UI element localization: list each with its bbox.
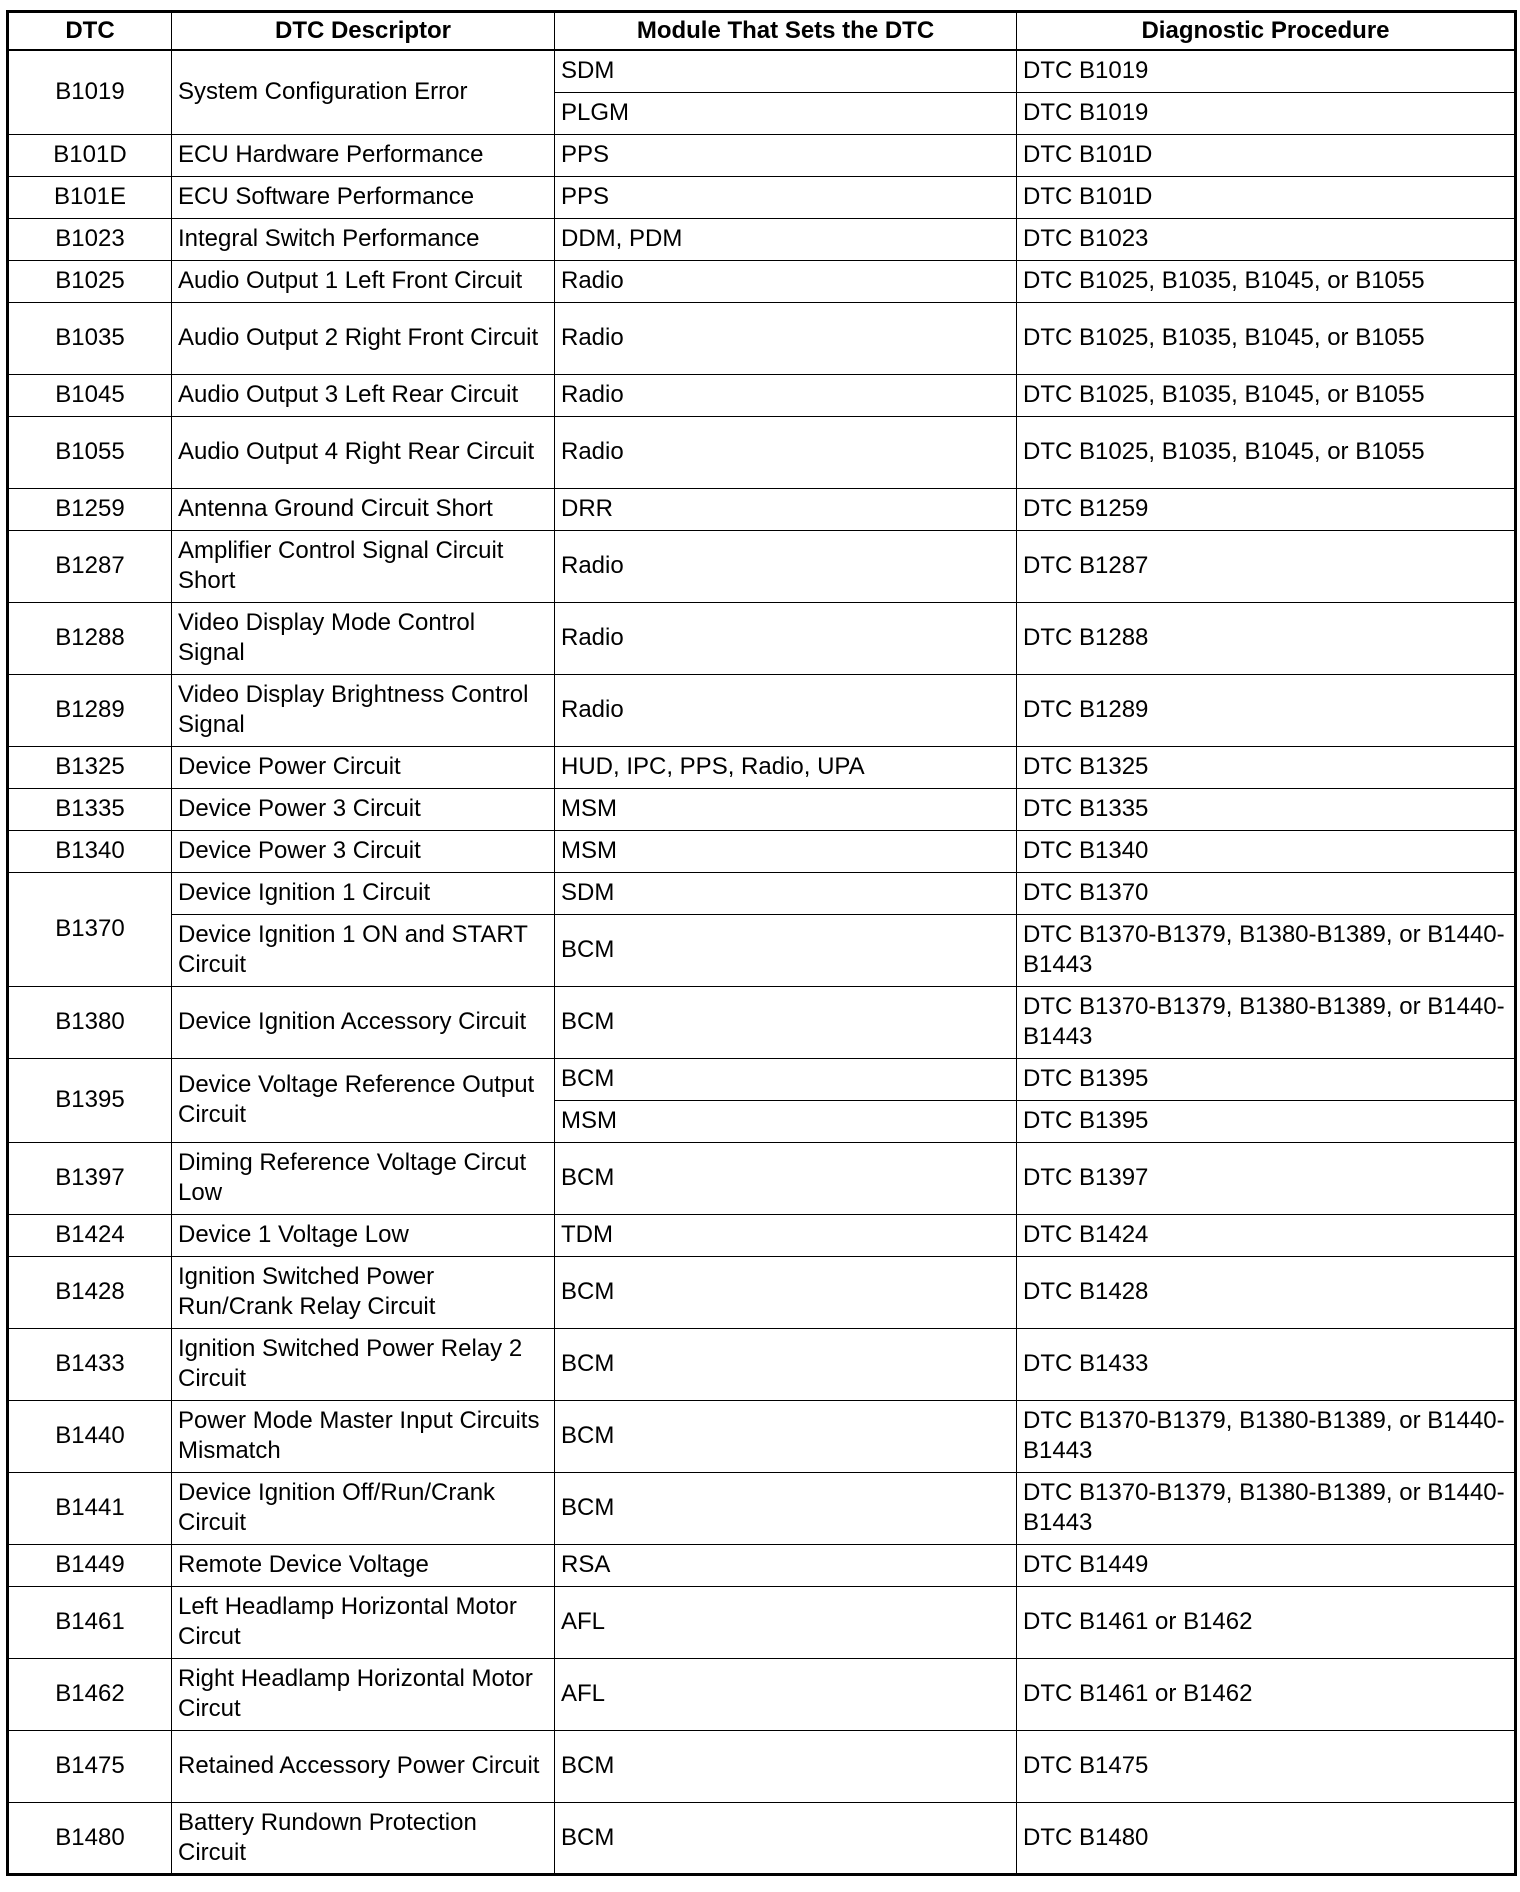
table-row [8,1472,1516,1544]
table-body [8,50,1516,1874]
table-row [8,530,1516,602]
header-descriptor: DTC Descriptor [172,12,555,51]
dtc-code: B1055 [8,416,172,488]
table-row [8,374,1516,416]
table-row [8,830,1516,872]
procedure-cell: DTC B1025, B1035, B1045, or B1055 [1017,302,1516,374]
module-cell: DDM, PDM [555,218,1017,260]
module-cell: Radio [555,302,1017,374]
dtc-code: B1397 [8,1142,172,1214]
dtc-code: B1259 [8,488,172,530]
table-row [8,1586,1516,1658]
dtc-descriptor: Video Display Brightness Control Signal [172,674,555,746]
dtc-descriptor: Diming Reference Voltage Circut Low [172,1142,555,1214]
dtc-code: B1019 [8,50,172,134]
procedure-cell: DTC B1287 [1017,530,1516,602]
dtc-code: B101D [8,134,172,176]
dtc-descriptor: ECU Hardware Performance [172,134,555,176]
dtc-descriptor: Device Voltage Reference Output Circuit [172,1058,555,1142]
header-dtc: DTC [8,12,172,51]
table-row [8,1658,1516,1730]
module-cell: SDM [555,50,1017,92]
table-row [8,176,1516,218]
module-cell: AFL [555,1658,1017,1730]
dtc-code: B1289 [8,674,172,746]
table-row [8,1328,1516,1400]
dtc-code: B1287 [8,530,172,602]
dtc-descriptor: Antenna Ground Circuit Short [172,488,555,530]
procedure-cell: DTC B1023 [1017,218,1516,260]
table-row [8,986,1516,1058]
module-cell: RSA [555,1544,1017,1586]
procedure-cell: DTC B1428 [1017,1256,1516,1328]
table-row [8,302,1516,374]
table-row [8,1730,1516,1802]
module-cell: Radio [555,530,1017,602]
table-row [8,788,1516,830]
dtc-descriptor: Amplifier Control Signal Circuit Short [172,530,555,602]
table-row [8,1142,1516,1214]
dtc-descriptor: Ignition Switched Power Relay 2 Circuit [172,1328,555,1400]
module-cell: MSM [555,1100,1017,1142]
table-row [8,416,1516,488]
dtc-code: B1433 [8,1328,172,1400]
dtc-code: B1424 [8,1214,172,1256]
table-row [8,134,1516,176]
dtc-descriptor: Device Ignition Accessory Circuit [172,986,555,1058]
dtc-code: B1288 [8,602,172,674]
module-cell: BCM [555,1730,1017,1802]
dtc-descriptor: Audio Output 1 Left Front Circuit [172,260,555,302]
procedure-cell: DTC B1025, B1035, B1045, or B1055 [1017,416,1516,488]
procedure-cell: DTC B1424 [1017,1214,1516,1256]
dtc-code: B1035 [8,302,172,374]
dtc-code: B1440 [8,1400,172,1472]
procedure-cell: DTC B1370-B1379, B1380-B1389, or B1440-B1443 [1017,914,1516,986]
module-cell: BCM [555,1400,1017,1472]
procedure-cell: DTC B1259 [1017,488,1516,530]
module-cell: PLGM [555,92,1017,134]
dtc-table [6,10,1517,1876]
dtc-descriptor: Ignition Switched Power Run/Crank Relay Circuit [172,1256,555,1328]
table-row [8,218,1516,260]
table-row [8,674,1516,746]
table-row [8,260,1516,302]
procedure-cell: DTC B1370-B1379, B1380-B1389, or B1440-B1443 [1017,986,1516,1058]
dtc-descriptor: Battery Rundown Protection Circuit [172,1802,555,1874]
module-cell: BCM [555,1472,1017,1544]
procedure-cell: DTC B1025, B1035, B1045, or B1055 [1017,374,1516,416]
dtc-descriptor: Device Power Circuit [172,746,555,788]
procedure-cell: DTC B1395 [1017,1100,1516,1142]
dtc-descriptor: Device Ignition 1 ON and START Circuit [172,914,555,986]
dtc-descriptor: Retained Accessory Power Circuit [172,1730,555,1802]
procedure-cell: DTC B1019 [1017,50,1516,92]
procedure-cell: DTC B1475 [1017,1730,1516,1802]
module-cell: DRR [555,488,1017,530]
procedure-cell: DTC B1449 [1017,1544,1516,1586]
dtc-code: B1395 [8,1058,172,1142]
module-cell: BCM [555,1802,1017,1874]
dtc-descriptor: ECU Software Performance [172,176,555,218]
dtc-descriptor: Audio Output 4 Right Rear Circuit [172,416,555,488]
module-cell: BCM [555,914,1017,986]
procedure-cell: DTC B1395 [1017,1058,1516,1100]
dtc-code: B1370 [8,872,172,986]
module-cell: MSM [555,788,1017,830]
dtc-code: B1045 [8,374,172,416]
dtc-code: B1335 [8,788,172,830]
procedure-cell: DTC B1288 [1017,602,1516,674]
module-cell: AFL [555,1586,1017,1658]
table-row [8,50,1516,92]
table-row [8,1214,1516,1256]
dtc-descriptor: Right Headlamp Horizontal Motor Circut [172,1658,555,1730]
dtc-code: B1023 [8,218,172,260]
table-row [8,914,1516,986]
procedure-cell: DTC B1461 or B1462 [1017,1658,1516,1730]
module-cell: Radio [555,416,1017,488]
table-row [8,1256,1516,1328]
module-cell: SDM [555,872,1017,914]
dtc-descriptor: Device Ignition 1 Circuit [172,872,555,914]
header-module: Module That Sets the DTC [555,12,1017,51]
dtc-code: B1475 [8,1730,172,1802]
module-cell: TDM [555,1214,1017,1256]
module-cell: HUD, IPC, PPS, Radio, UPA [555,746,1017,788]
module-cell: Radio [555,260,1017,302]
dtc-descriptor: Device 1 Voltage Low [172,1214,555,1256]
dtc-code: B1340 [8,830,172,872]
procedure-cell: DTC B1335 [1017,788,1516,830]
procedure-cell: DTC B1480 [1017,1802,1516,1874]
dtc-code: B1441 [8,1472,172,1544]
dtc-descriptor: System Configuration Error [172,50,555,134]
module-cell: PPS [555,176,1017,218]
table-row [8,746,1516,788]
dtc-code: B1428 [8,1256,172,1328]
dtc-code: B101E [8,176,172,218]
procedure-cell: DTC B1433 [1017,1328,1516,1400]
module-cell: Radio [555,674,1017,746]
module-cell: MSM [555,830,1017,872]
dtc-descriptor: Power Mode Master Input Circuits Mismatch [172,1400,555,1472]
table-row [8,872,1516,914]
table-row [8,488,1516,530]
procedure-cell: DTC B1370-B1379, B1380-B1389, or B1440-B1443 [1017,1472,1516,1544]
module-cell: BCM [555,1142,1017,1214]
dtc-code: B1025 [8,260,172,302]
procedure-cell: DTC B1289 [1017,674,1516,746]
dtc-descriptor: Remote Device Voltage [172,1544,555,1586]
procedure-cell: DTC B1019 [1017,92,1516,134]
dtc-descriptor: Left Headlamp Horizontal Motor Circut [172,1586,555,1658]
dtc-code: B1325 [8,746,172,788]
dtc-descriptor: Audio Output 2 Right Front Circuit [172,302,555,374]
procedure-cell: DTC B1325 [1017,746,1516,788]
header-row [8,12,1516,51]
procedure-cell: DTC B101D [1017,134,1516,176]
dtc-code: B1462 [8,1658,172,1730]
module-cell: PPS [555,134,1017,176]
dtc-code: B1461 [8,1586,172,1658]
procedure-cell: DTC B1397 [1017,1142,1516,1214]
module-cell: BCM [555,1328,1017,1400]
dtc-descriptor: Device Ignition Off/Run/Crank Circuit [172,1472,555,1544]
dtc-descriptor: Audio Output 3 Left Rear Circuit [172,374,555,416]
module-cell: BCM [555,1058,1017,1100]
module-cell: BCM [555,986,1017,1058]
dtc-descriptor: Video Display Mode Control Signal [172,602,555,674]
procedure-cell: DTC B1461 or B1462 [1017,1586,1516,1658]
procedure-cell: DTC B1370 [1017,872,1516,914]
table-row [8,1400,1516,1472]
table-row [8,602,1516,674]
procedure-cell: DTC B1340 [1017,830,1516,872]
dtc-descriptor: Integral Switch Performance [172,218,555,260]
header-procedure: Diagnostic Procedure [1017,12,1516,51]
table-row [8,1802,1516,1874]
module-cell: Radio [555,602,1017,674]
procedure-cell: DTC B1370-B1379, B1380-B1389, or B1440-B1443 [1017,1400,1516,1472]
dtc-code: B1449 [8,1544,172,1586]
module-cell: BCM [555,1256,1017,1328]
dtc-descriptor: Device Power 3 Circuit [172,788,555,830]
dtc-descriptor: Device Power 3 Circuit [172,830,555,872]
module-cell: Radio [555,374,1017,416]
table-row [8,1544,1516,1586]
dtc-code: B1380 [8,986,172,1058]
table-row [8,1058,1516,1100]
procedure-cell: DTC B101D [1017,176,1516,218]
dtc-code: B1480 [8,1802,172,1874]
procedure-cell: DTC B1025, B1035, B1045, or B1055 [1017,260,1516,302]
